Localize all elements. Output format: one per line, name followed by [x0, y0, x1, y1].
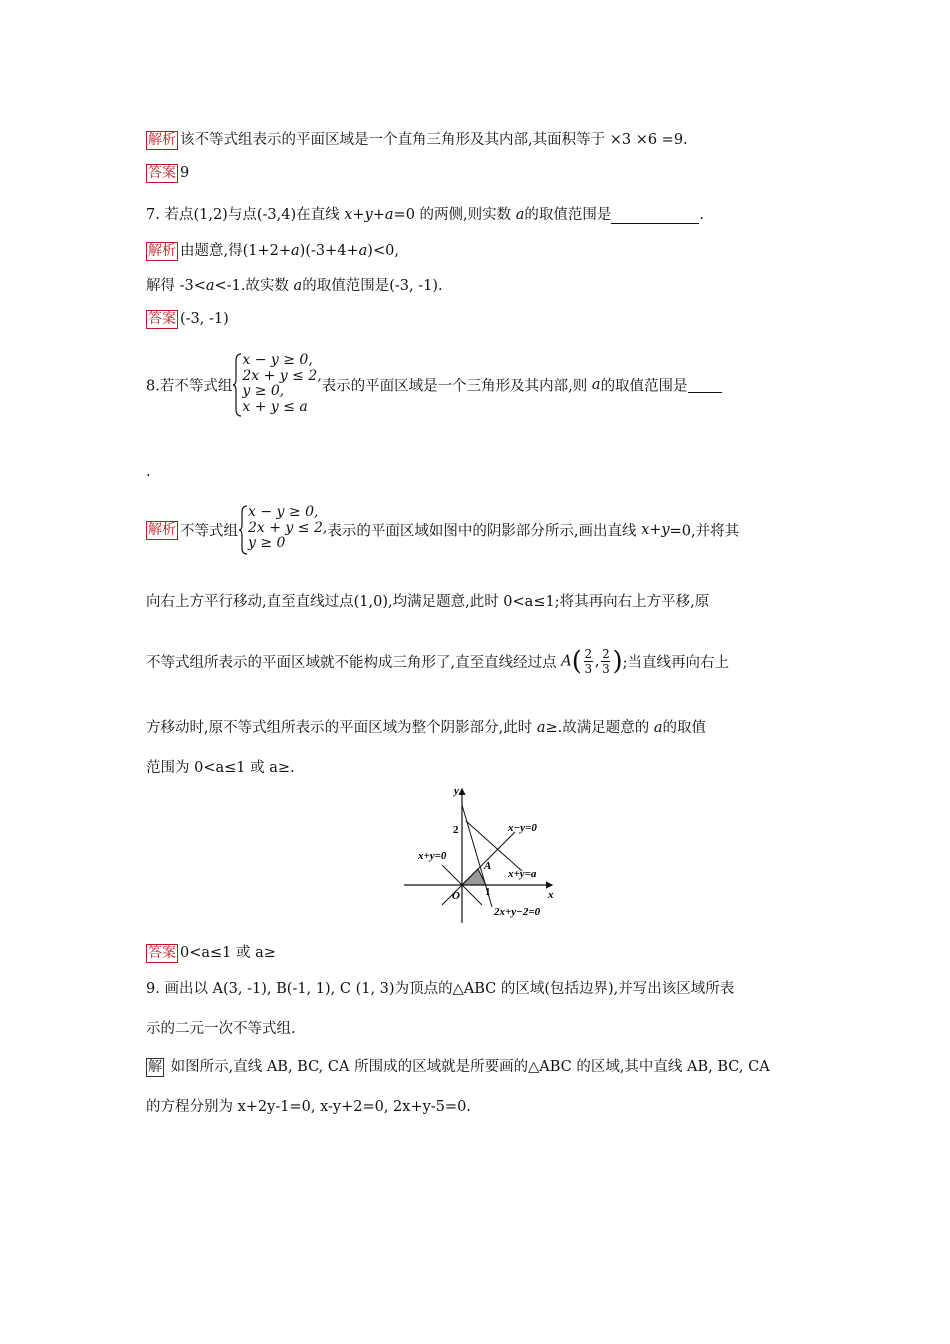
p6-answer-line	[146, 164, 189, 183]
q9-solution-text: 如图所示,直线 AB, BC, CA 所围成的区域就是所要画的△ABC 的区域,其中直线 AB, BC, CA	[170, 1059, 770, 1075]
system-row: 2x + y ≤ 2,	[248, 519, 328, 536]
q8-line2: 向右上方平行移动,直至直线过点(1,0),均满足题意,此时 0<a≤1;将其再向右上方平移,原	[146, 594, 710, 610]
q8-text-b: 的取值范围是	[600, 378, 688, 395]
q7-var: a	[291, 243, 300, 259]
paren-left: (	[571, 646, 582, 677]
q8-var: a	[536, 720, 546, 736]
frac-den: 3	[584, 662, 593, 676]
q7-solve-line	[146, 274, 443, 295]
left-brace-icon	[238, 505, 248, 555]
q7-end: .	[699, 207, 705, 223]
q8-var: a	[653, 720, 663, 736]
q7-solve-b: <-1.故实数	[214, 278, 294, 294]
analysis-tag: 解析	[148, 521, 176, 538]
system-rows	[248, 505, 327, 555]
system-row: y ≥ 0,	[242, 383, 285, 399]
q8-line4-b: ≥.故满足题意的	[545, 720, 654, 736]
q8-analysis-b: =0,并将其	[669, 523, 740, 540]
system-row: y ≥ 0	[248, 535, 286, 551]
q8-prefix: 8.若不等式组	[146, 378, 233, 395]
q7-text-c: 的取值范围是	[524, 207, 612, 223]
q8-analysis-a: 表示的平面区域如图中的阴影部分所示,画出直线	[327, 523, 642, 540]
label-x-plus-y-a: x+y=a	[508, 868, 537, 880]
point-label: A	[561, 653, 572, 670]
q8-answer-line	[146, 941, 276, 963]
point-a-label: A	[484, 860, 492, 872]
q8-text-a: 表示的平面区域是一个三角形及其内部,则	[321, 378, 592, 395]
left-brace-icon	[232, 353, 242, 417]
q9-line1: 9. 画出以 A(3, -1), B(-1, 1), C (1, 3)为顶点的△ABC 的区域(包括边界),并写出该区域所表	[146, 981, 735, 997]
q8-line5: 范围为 0<a≤1 或 a≥.	[146, 760, 295, 776]
tick-x-label: 1	[485, 886, 491, 898]
origin-label: O	[452, 890, 460, 902]
fraction	[601, 648, 610, 675]
frac-num: 2	[584, 647, 593, 661]
q8-line3: 不等式组所表示的平面区域就不能构成三角形了,直至直线经过点 A( $\frac{2}{3}$ , $\frac{2}{3}$ );当直线再向右上	[146, 646, 730, 677]
p6-analysis-line	[146, 128, 688, 150]
system-rows	[242, 353, 321, 417]
q8-var: a	[591, 377, 601, 393]
q7-analysis-line	[146, 239, 399, 261]
q8-analysis-eq: x+y	[641, 522, 670, 538]
axis-x-label: x	[548, 889, 554, 901]
q7-var: a	[515, 207, 525, 223]
q7-question	[146, 203, 704, 224]
q7-solve-a: 解得 -3<	[146, 278, 206, 294]
analysis-tag: 解析	[148, 243, 176, 259]
system-row: x − y ≥ 0,	[248, 504, 319, 520]
answer-blank	[688, 378, 722, 393]
q8-line4	[146, 716, 706, 737]
q7-var: a	[293, 278, 303, 294]
label-2x-y: 2x+y−2=0	[494, 906, 541, 918]
q7-analysis-b: )(-3+4+	[299, 243, 359, 259]
answer-tag: 答案	[148, 165, 176, 181]
q7-analysis-a: 由题意,得(1+2+	[180, 243, 292, 259]
q8-line4-a: 方移动时,原不等式组所表示的平面区域为整个阴影部分,此时	[146, 720, 537, 736]
analysis-tag: 解析	[148, 132, 176, 148]
q8-question	[146, 353, 722, 417]
region-figure	[400, 785, 560, 925]
q7-answer-line	[146, 310, 229, 329]
q8-line3-a: 不等式组所表示的平面区域就不能构成三角形了,直至直线经过点	[146, 655, 562, 671]
q7-text-a: 若点(1,2)与点(-3,4)在直线	[164, 207, 345, 223]
q7-analysis-c: )<0,	[367, 243, 399, 259]
q7-text-b: =0 的两侧,则实数	[393, 207, 516, 223]
system-row: 2x + y ≤ 2,	[242, 367, 322, 384]
inequality-system	[232, 353, 321, 417]
solution-tag: 解	[148, 1059, 162, 1075]
answer-tag: 答案	[148, 945, 176, 961]
q8-line3-b: ;当直线再向右上	[622, 655, 730, 671]
shaded-region	[462, 869, 486, 885]
system-row: x + y ≤ a	[242, 398, 308, 415]
q8-analysis-prefix: 不等式组	[180, 523, 238, 540]
q7-var: a	[205, 278, 215, 294]
system-row: x − y ≥ 0,	[242, 352, 313, 368]
answer-blank	[611, 207, 699, 224]
answer-tag: 答案	[148, 311, 176, 327]
q7-solve-c: 的取值范围是(-3, -1).	[302, 278, 443, 294]
q8-analysis-line	[146, 505, 739, 555]
p6-analysis-text: 该不等式组表示的平面区域是一个直角三角形及其内部,其面积等于 ×3 ×6 =9.	[180, 132, 688, 148]
frac-num: 2	[602, 647, 610, 661]
axis-y-label: y	[454, 785, 459, 797]
label-x-plus-y-zero: x+y=0	[418, 850, 447, 862]
q9-solution-line2: 的方程分别为 x+2y-1=0, x-y+2=0, 2x+y-5=0.	[146, 1099, 471, 1115]
inequality-system-2	[238, 505, 327, 555]
q7-number: 7.	[146, 207, 160, 223]
q8-line4-c: 的取值	[662, 720, 707, 736]
fraction	[584, 648, 593, 675]
q7-eq: x+y+a	[344, 207, 394, 223]
frac-den: 3	[602, 662, 610, 676]
q7-answer: (-3, -1)	[180, 311, 229, 327]
q8-dot: .	[146, 464, 151, 480]
q8-answer: 0<a≤1 或 a≥	[180, 945, 276, 961]
paren-right: )	[612, 646, 623, 677]
q7-var: a	[358, 243, 368, 259]
tick-y-label: 2	[453, 824, 459, 836]
p6-answer: 9	[180, 165, 190, 181]
q9-line2: 示的二元一次不等式组.	[146, 1021, 296, 1037]
label-x-minus-y: x−y=0	[508, 822, 537, 834]
q9-solution-line	[146, 1055, 770, 1077]
